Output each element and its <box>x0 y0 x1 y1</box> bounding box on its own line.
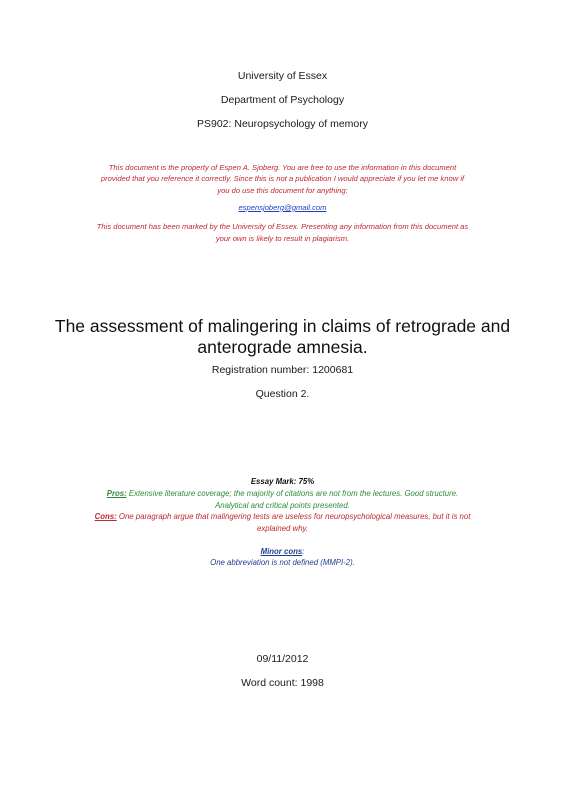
minor-cons-colon: : <box>302 547 305 556</box>
cons-line-1 <box>0 512 565 521</box>
minor-cons-label: Minor cons <box>260 547 303 556</box>
email-link[interactable]: espensjoberg@gmail.com <box>238 203 327 212</box>
pros-text-1: Extensive literature coverage; the majority of citations are not from the lectures. Good structure. <box>126 489 459 498</box>
pros-label: Pros: <box>106 489 127 498</box>
notice-line-2: provided that you reference it correctly. Since this is not a publication I would appreciate if you let me know if <box>100 174 465 183</box>
registration-number: Registration number: 1200681 <box>211 364 354 376</box>
minor-cons-heading <box>0 547 565 556</box>
course-name: PS902: Neuropsychology of memory <box>197 118 368 130</box>
department-name: Department of Psychology <box>220 94 345 106</box>
marked-notice-line-2: your own is likely to result in plagiarism. <box>215 234 350 243</box>
minor-cons-text: One abbreviation is not defined (MMPI-2). <box>210 558 355 567</box>
notice-line-3: you do use this document for anything: <box>217 186 348 195</box>
email-link-row <box>0 197 565 215</box>
essay-title-line-1: The assessment of malingering in claims of retrograde and <box>54 316 511 336</box>
cons-line-2: explained why. <box>257 524 308 533</box>
pros-line-2: Analytical and critical points presented. <box>215 501 350 510</box>
essay-title-line-2: anterograde amnesia. <box>197 337 368 357</box>
cons-label: Cons: <box>94 512 117 521</box>
cons-text-1: One paragraph argue that malingering tests are useless for neuropsychological measures, but it is not <box>116 512 471 521</box>
notice-line-1: This document is the property of Espen A. Sjoberg. You are free to use the information in this document <box>108 163 457 172</box>
pros-line-1 <box>0 489 565 498</box>
marked-notice-line-1: This document has been marked by the University of Essex. Presenting any information from this document as <box>96 222 469 231</box>
word-count: Word count: 1998 <box>241 677 324 689</box>
essay-mark: Essay Mark: 75% <box>250 477 315 486</box>
submission-date: 09/11/2012 <box>256 653 309 665</box>
university-name: University of Essex <box>237 70 328 82</box>
question-number: Question 2. <box>255 388 310 400</box>
